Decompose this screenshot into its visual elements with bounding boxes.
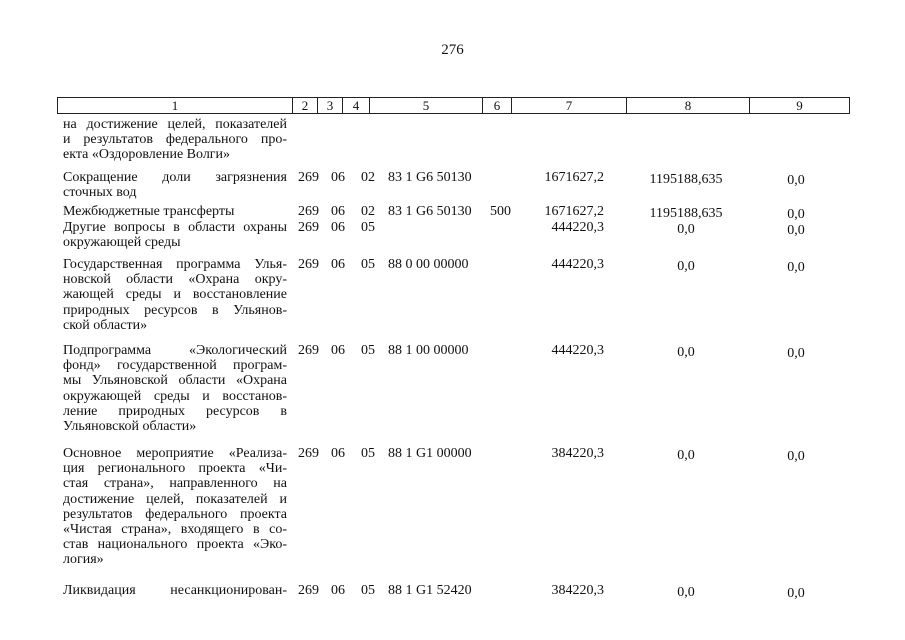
row-description: Подпрограмма «Экологический фонд» государственной програм- мы Ульяновской области «Охрана окружающей среды и восстанов- ление природных ресурсов в Ульяновской области»: [63, 343, 287, 434]
cell-amount-1: 444220,3: [551, 343, 604, 358]
table-header: [57, 97, 850, 114]
cell-ministry: 269: [298, 446, 319, 461]
column-header-1: 1: [58, 98, 293, 113]
cell-amount-3: 0,0: [787, 586, 805, 601]
cell-ministry: 269: [298, 343, 319, 358]
cell-amount-1: 1671627,2: [544, 170, 604, 185]
cell-amount-2: 0,0: [677, 448, 695, 463]
row-description: Ликвидация несанкционирован-: [63, 583, 287, 598]
cell-amount-3: 0,0: [787, 173, 805, 188]
cell-subsection: 05: [361, 220, 375, 235]
cell-amount-2: 0,0: [677, 222, 695, 237]
cell-amount-1: 384220,3: [551, 446, 604, 461]
cell-amount-3: 0,0: [787, 207, 805, 222]
cell-ministry: 269: [298, 583, 319, 598]
column-header-3: 3: [318, 98, 343, 113]
cell-ministry: 269: [298, 257, 319, 272]
cell-amount-3: 0,0: [787, 223, 805, 238]
cell-ministry: 269: [298, 204, 319, 219]
cell-amount-3: 0,0: [787, 449, 805, 464]
cell-expense-type: 500: [490, 204, 511, 219]
cell-subsection: 05: [361, 343, 375, 358]
cell-ministry: 269: [298, 220, 319, 235]
cell-amount-1: 384220,3: [551, 583, 604, 598]
cell-amount-1: 444220,3: [551, 257, 604, 272]
column-header-9: 9: [796, 98, 803, 113]
column-header-6: 6: [483, 98, 512, 113]
row-description: Межбюджетные трансферты: [63, 204, 235, 219]
row-description: на достижение целей, показателей и результатов федерального про- екта «Оздоровление Волги»: [63, 117, 287, 163]
cell-amount-2: 0,0: [677, 259, 695, 274]
cell-amount-2: 0,0: [677, 585, 695, 600]
column-header-2: 2: [293, 98, 318, 113]
cell-target-code: 88 0 00 00000: [388, 257, 469, 272]
cell-section: 06: [331, 446, 345, 461]
cell-target-code: 88 1 G1 00000: [388, 446, 472, 461]
column-header-7: 7: [512, 98, 627, 113]
cell-subsection: 02: [361, 170, 375, 185]
cell-subsection: 05: [361, 257, 375, 272]
cell-amount-2: 1195188,635: [649, 172, 723, 187]
cell-section: 06: [331, 583, 345, 598]
cell-subsection: 05: [361, 583, 375, 598]
cell-subsection: 02: [361, 204, 375, 219]
cell-amount-3: 0,0: [787, 346, 805, 361]
cell-target-code: 83 1 G6 50130: [388, 170, 472, 185]
cell-amount-1: 444220,3: [551, 220, 604, 235]
cell-target-code: 88 1 G1 52420: [388, 583, 472, 598]
cell-amount-1: 1671627,2: [544, 204, 604, 219]
cell-section: 06: [331, 220, 345, 235]
cell-target-code: 83 1 G6 50130: [388, 204, 472, 219]
page-number: 276: [441, 42, 464, 58]
row-description: Сокращение доли загрязнения сточных вод: [63, 170, 287, 201]
cell-target-code: 88 1 00 00000: [388, 343, 469, 358]
cell-subsection: 05: [361, 446, 375, 461]
row-description: Основное мероприятие «Реализа- ция регионального проекта «Чи- стая страна», направленного на достижение целей, показателей и результатов федерального проекта «Чистая страна», входящего в со- став национального проекта «Эко- логия»: [63, 446, 287, 568]
column-header-5: 5: [370, 98, 483, 113]
cell-section: 06: [331, 204, 345, 219]
column-header-4: 4: [343, 98, 370, 113]
cell-amount-2: 0,0: [677, 345, 695, 360]
cell-amount-2: 1195188,635: [649, 206, 723, 221]
cell-amount-3: 0,0: [787, 260, 805, 275]
row-description: Другие вопросы в области охраны окружающей среды: [63, 220, 287, 251]
cell-section: 06: [331, 257, 345, 272]
row-description: Государственная программа Улья- новской области «Охрана окру- жающей среды и восстановление природных ресурсов в Ульянов- ской области»: [63, 257, 287, 333]
column-header-8: 8: [627, 98, 750, 113]
cell-ministry: 269: [298, 170, 319, 185]
cell-section: 06: [331, 170, 345, 185]
cell-section: 06: [331, 343, 345, 358]
